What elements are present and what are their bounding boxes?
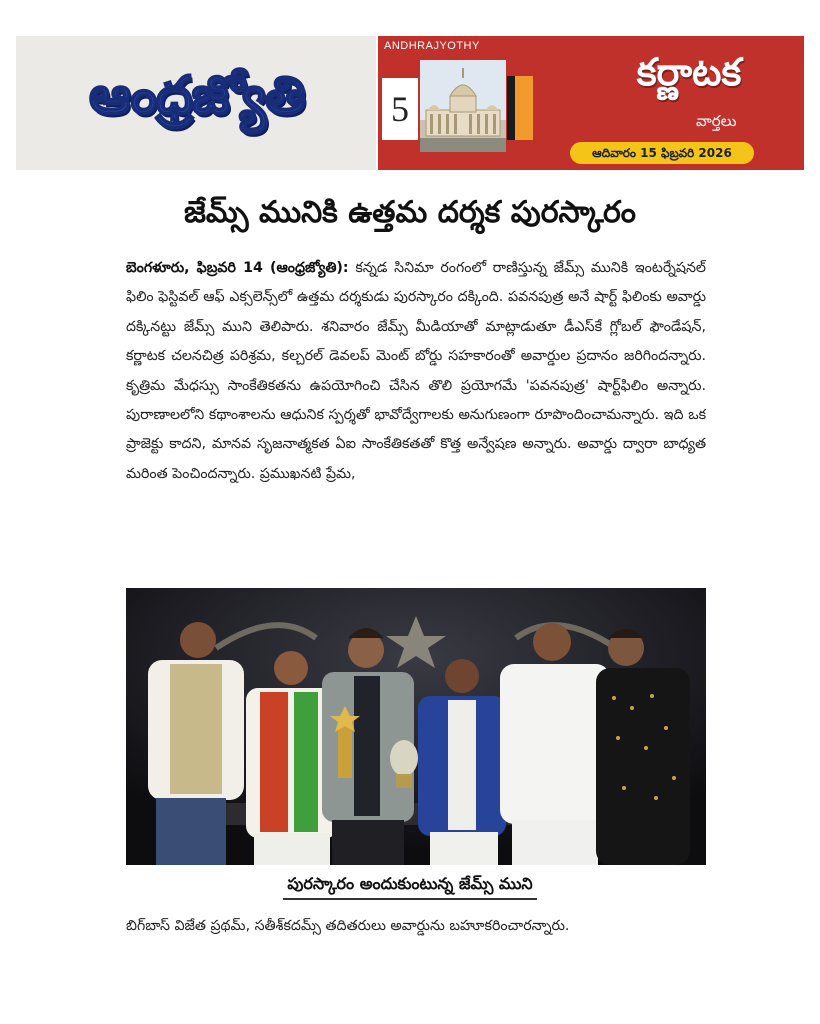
issue-date: ఆదివారం 15 ఫిబ్రవరి 2026 — [570, 142, 754, 164]
decorative-stripe-black — [507, 76, 515, 140]
award-ceremony-photo — [126, 588, 706, 865]
section-banner — [378, 36, 804, 170]
article-text: కన్నడ సినిమా రంగంలో రాణిస్తున్న జేమ్స్ మునికి ఇంటర్నేషనల్ ఫిలిం ఫెస్టివల్ ఆఫ్ ఎక్సలెన్స్‌లో ఉత్తమ దర్శకుడు పురస్కారం దక్కింది. పవనపుత్ర అనే షార్ట్ ఫిలింకు అవార్డు దక్కినట్టు జేమ్స్ ముని తెలిపారు. శనివారం జేమ్స్ మీడియాతో మాట్లాడుతూ డీఎస్‌కే గ్లోబల్ ఫౌండేషన్, కర్ణాటక చలనచిత్ర పరిశ్రమ, కల్చరల్ డెవలప్ మెంట్ బోర్డు సహకారంతో అవార్డుల ప్రదానం జరిగిందన్నారు. కృత్రిమ మేధస్సు సాంకేతికతను ఉపయోగించి చేసిన తొలి ప్రయోగమే 'పవనపుత్ర' షార్ట్‌ఫిలిం అన్నారు. పురాణాలలోని కథాంశాలను ఆధునిక స్పర్శతో భావోద్వేగాలకు అనుగుణంగా రూపొందించామన్నారు. ఇది ఒక ప్రాజెక్టు కాదని, మానవ సృజనాత్మకత ఏఐ సాంకేతికతతో కొత్త అన్వేషణ అన్నారు. అవార్డు ద్వారా బాధ్యత మరింత పెంచిందన్నారు. ప్రముఖనటి ప్రేమ, — [126, 260, 706, 482]
masthead — [16, 36, 804, 170]
masthead-logo-panel — [16, 36, 376, 170]
page-number-box — [382, 78, 418, 140]
article-dateline: బెంగళూరు, ఫిబ్రవరి 14 (ఆంధ్రజ్యోతి): — [126, 260, 349, 276]
decorative-stripe-orange — [515, 76, 533, 140]
section-subtitle: వార్తలు — [696, 112, 737, 130]
article-headline: జేమ్స్ మునికి ఉత్తమ దర్శక పురస్కారం — [183, 195, 637, 230]
newspaper-logo: ఆంధ్రజ్యోతి — [89, 66, 305, 126]
page-number: 5 — [391, 89, 409, 129]
photo-caption: పురస్కారం అందుకుంటున్న జేమ్స్ ముని — [283, 870, 536, 900]
article-body-continued: బిగ్‌బాస్ విజేత ప్రథమ్, సతీశ్‌కదమ్స్ తదితరులు అవార్డును బహూకరించారన్నారు. — [126, 918, 570, 934]
article-body — [126, 254, 706, 578]
section-title: కర్ణాటక — [636, 50, 742, 94]
brand-name: ANDHRAJYOTHY — [384, 40, 480, 52]
photo-caption-wrap — [0, 870, 820, 900]
vidhana-soudha-image — [420, 60, 506, 152]
